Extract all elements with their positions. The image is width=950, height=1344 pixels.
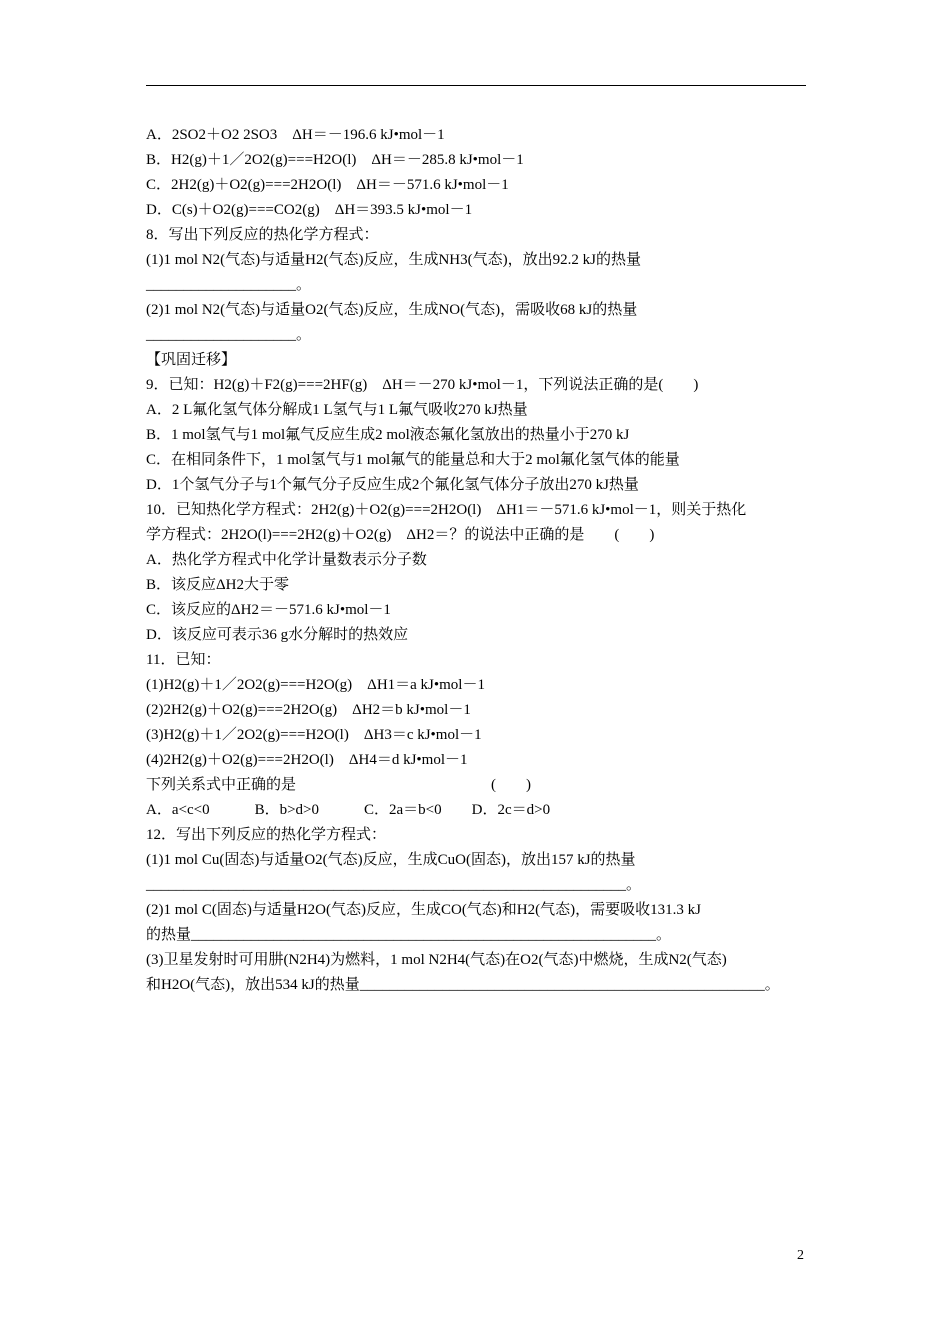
text-line: A．a<c<0 B．b>d>0 C．2a＝b<0 D．2c＝d>0: [146, 802, 551, 818]
text-line: (1)1 mol N2(气态)与适量H2(气态)反应，生成NH3(气态)，放出92.2 kJ的热量: [146, 252, 641, 268]
document-body: [146, 123, 816, 998]
text-line: 8．写出下列反应的热化学方程式：: [146, 227, 379, 243]
text-line: (3)卫星发射时可用肼(N2H4)为燃料，1 mol N2H4(气态)在O2(气态)中燃烧，生成N2(气态): [146, 952, 727, 968]
text-line: A．2 L氟化氢气体分解成1 L氢气与1 L氟气吸收270 kJ热量: [146, 402, 528, 418]
text-line: D．该反应可表示36 g水分解时的热效应: [146, 627, 409, 643]
text-line: C．该反应的ΔH2＝－571.6 kJ•mol－1: [146, 602, 391, 618]
text-line: C．在相同条件下，1 mol氢气与1 mol氟气的能量总和大于2 mol氟化氢气体的能量: [146, 452, 680, 468]
text-line: 学方程式：2H2O(l)===2H2(g)＋O2(g) ΔH2＝？的说法中正确的是 ( ): [146, 527, 655, 543]
text-line: B．H2(g)＋1／2O2(g)===H2O(l) ΔH＝－285.8 kJ•mol－1: [146, 152, 524, 168]
text-line: (1)H2(g)＋1／2O2(g)===H2O(g) ΔH1＝a kJ•mol－1: [146, 677, 485, 693]
text-line: A．2SO2＋O2 2SO3 ΔH＝－196.6 kJ•mol－1: [146, 127, 445, 143]
text-line: B．1 mol氢气与1 mol氟气反应生成2 mol液态氟化氢放出的热量小于270 kJ: [146, 427, 630, 443]
text-line: 12．写出下列反应的热化学方程式：: [146, 827, 387, 843]
text-line: (2)2H2(g)＋O2(g)===2H2O(g) ΔH2＝b kJ•mol－1: [146, 702, 471, 718]
text-line: D．1个氢气分子与1个氟气分子反应生成2个氟化氢气体分子放出270 kJ热量: [146, 477, 639, 493]
text-line: (2)1 mol N2(气态)与适量O2(气态)反应，生成NO(气态)，需吸收68 kJ的热量: [146, 302, 638, 318]
answer-blank: 和H2O(气态)，放出534 kJ的热量______________________________________________________。: [146, 977, 780, 993]
page-number: 2: [797, 1248, 804, 1263]
text-line: A．热化学方程式中化学计量数表示分子数: [146, 552, 427, 568]
text-line: B．该反应ΔH2大于零: [146, 577, 289, 593]
answer-blank: 的热量______________________________________________________________。: [146, 927, 672, 943]
answer-blank: ____________________。: [146, 327, 312, 343]
text-line: 10．已知热化学方程式：2H2(g)＋O2(g)===2H2O(l) ΔH1＝－571.6 kJ•mol－1，则关于热化: [146, 502, 747, 518]
text-line: 11．已知：: [146, 652, 221, 668]
text-line: (4)2H2(g)＋O2(g)===2H2O(l) ΔH4＝d kJ•mol－1: [146, 752, 468, 768]
answer-blank: ____________________。: [146, 277, 312, 293]
section-heading: 【巩固迁移】: [146, 352, 237, 368]
text-line: (2)1 mol C(固态)与适量H2O(气态)反应，生成CO(气态)和H2(气态)，需要吸收131.3 kJ: [146, 902, 701, 918]
text-line: D．C(s)＋O2(g)===CO2(g) ΔH＝393.5 kJ•mol－1: [146, 202, 473, 218]
text-line: C．2H2(g)＋O2(g)===2H2O(l) ΔH＝－571.6 kJ•mol－1: [146, 177, 509, 193]
text-line: (3)H2(g)＋1／2O2(g)===H2O(l) ΔH3＝c kJ•mol－1: [146, 727, 482, 743]
header-rule: [146, 85, 806, 86]
text-line: (1)1 mol Cu(固态)与适量O2(气态)反应，生成CuO(固态)，放出157 kJ的热量: [146, 852, 636, 868]
text-line: 下列关系式中正确的是 ( ): [146, 777, 531, 793]
text-line: 9．已知：H2(g)＋F2(g)===2HF(g) ΔH＝－270 kJ•mol－1，下列说法正确的是( ): [146, 377, 699, 393]
answer-blank: ________________________________________________________________。: [146, 877, 642, 893]
